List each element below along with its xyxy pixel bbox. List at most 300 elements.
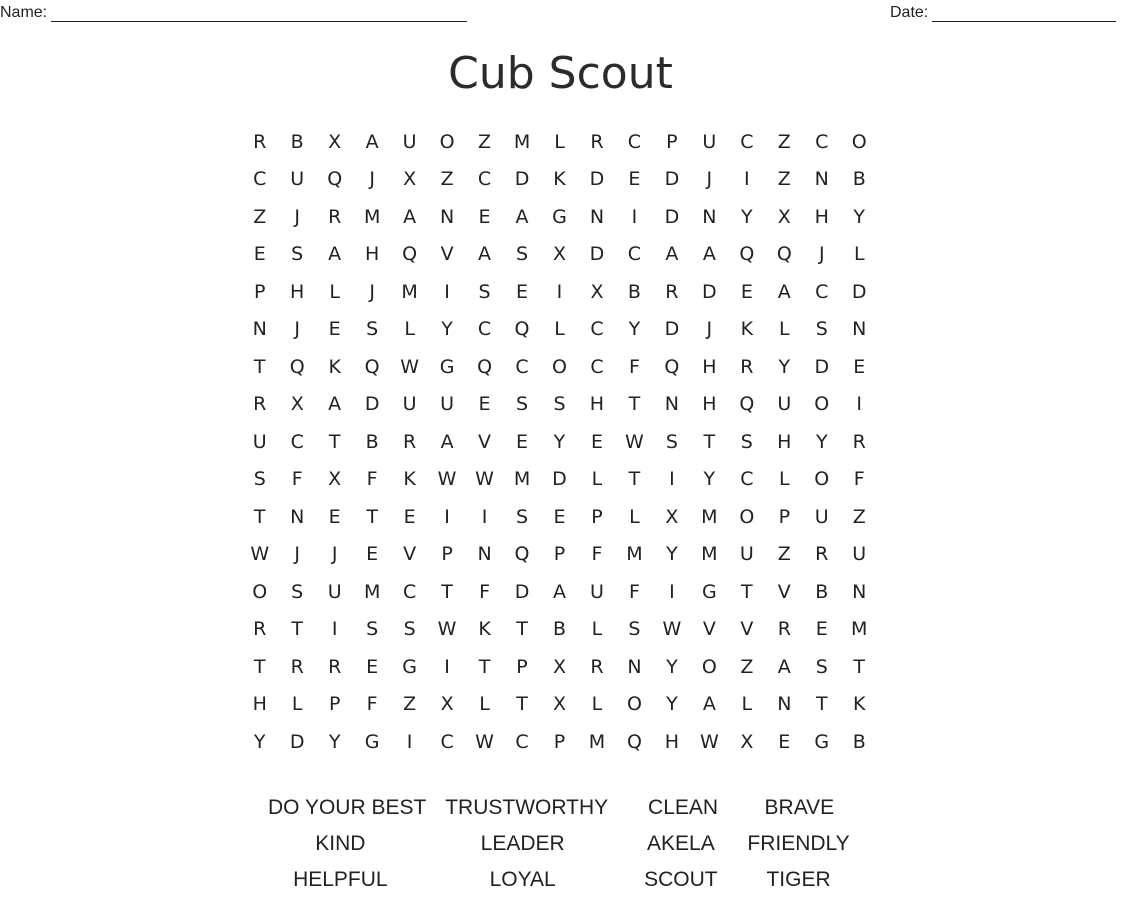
grid-letter[interactable]: U: [252, 430, 267, 453]
grid-letter[interactable]: N: [852, 318, 867, 341]
grid-letter[interactable]: I: [331, 618, 338, 641]
grid-letter[interactable]: X: [665, 505, 679, 528]
grid-letter[interactable]: P: [516, 655, 528, 678]
word-bank-row: [268, 790, 868, 826]
grid-letter[interactable]: E: [553, 505, 566, 528]
grid-letter[interactable]: N: [777, 693, 792, 716]
grid-letter[interactable]: M: [513, 130, 531, 153]
grid-letter[interactable]: R: [290, 655, 304, 678]
grid-letter[interactable]: U: [402, 393, 417, 416]
grid-letter[interactable]: K: [328, 355, 341, 378]
grid-letter[interactable]: P: [328, 693, 341, 716]
grid-letter[interactable]: Q: [626, 730, 642, 753]
grid-letter[interactable]: G: [814, 730, 830, 753]
grid-letter[interactable]: D: [851, 280, 867, 303]
grid-letter[interactable]: I: [856, 393, 863, 416]
grid-letter[interactable]: W: [250, 543, 270, 566]
grid-letter[interactable]: Q: [364, 355, 380, 378]
grid-letter[interactable]: J: [294, 543, 300, 566]
grid-letter[interactable]: X: [552, 693, 566, 716]
grid-letter[interactable]: H: [702, 393, 717, 416]
grid-letter[interactable]: Q: [289, 355, 305, 378]
grid-letter[interactable]: T: [516, 618, 528, 641]
grid-letter[interactable]: X: [290, 393, 304, 416]
grid-letter[interactable]: X: [590, 280, 604, 303]
grid-letter[interactable]: W: [699, 730, 719, 753]
grid-letter[interactable]: L: [329, 280, 340, 303]
grid-letter[interactable]: U: [852, 543, 867, 566]
grid-letter[interactable]: C: [253, 168, 267, 191]
grid-letter[interactable]: O: [701, 655, 717, 678]
grid-letter[interactable]: Y: [853, 205, 866, 228]
grid-letter[interactable]: I: [669, 580, 675, 603]
grid-letter[interactable]: K: [553, 168, 566, 191]
grid-letter[interactable]: B: [815, 580, 829, 603]
grid-letter[interactable]: A: [328, 393, 342, 416]
grid-letter[interactable]: H: [364, 243, 380, 266]
grid-letter[interactable]: Q: [664, 355, 680, 378]
grid-letter[interactable]: C: [627, 243, 642, 266]
grid-letter[interactable]: E: [328, 505, 341, 528]
grid-letter[interactable]: O: [252, 580, 268, 603]
grid-letter[interactable]: C: [590, 318, 604, 341]
grid-letter[interactable]: C: [815, 280, 829, 303]
grid-letter[interactable]: C: [477, 168, 492, 191]
grid-letter[interactable]: L: [591, 618, 603, 641]
grid-letter[interactable]: N: [589, 205, 605, 228]
grid-letter[interactable]: T: [441, 580, 453, 603]
grid-letter[interactable]: C: [515, 730, 529, 753]
grid-letter[interactable]: W: [475, 468, 494, 491]
grid-letter[interactable]: C: [740, 130, 754, 153]
grid-letter[interactable]: T: [628, 468, 641, 491]
grid-letter[interactable]: S: [478, 280, 491, 303]
grid-letter[interactable]: S: [628, 618, 641, 641]
grid-letter[interactable]: T: [366, 505, 378, 528]
grid-letter[interactable]: K: [403, 468, 416, 491]
grid-letter[interactable]: S: [515, 393, 529, 416]
grid-letter[interactable]: Y: [666, 655, 678, 678]
grid-letter[interactable]: L: [404, 318, 415, 341]
grid-letter[interactable]: N: [814, 168, 829, 191]
grid-letter[interactable]: P: [778, 505, 791, 528]
grid-letter[interactable]: F: [291, 468, 303, 491]
grid-letter[interactable]: K: [853, 693, 866, 716]
grid-letter[interactable]: E: [253, 243, 266, 266]
grid-letter[interactable]: I: [444, 655, 450, 678]
grid-letter[interactable]: G: [439, 355, 455, 378]
grid-letter[interactable]: W: [437, 468, 457, 491]
grid-letter[interactable]: D: [589, 243, 605, 266]
grid-letter[interactable]: N: [664, 393, 679, 416]
name-input-line[interactable]: [51, 7, 467, 22]
grid-letter[interactable]: Y: [703, 468, 716, 491]
grid-letter[interactable]: P: [441, 543, 453, 566]
grid-letter[interactable]: I: [556, 280, 563, 303]
grid-letter[interactable]: Y: [778, 355, 791, 378]
grid-letter[interactable]: S: [403, 618, 416, 641]
grid-letter[interactable]: U: [440, 393, 455, 416]
grid-letter[interactable]: H: [290, 280, 305, 303]
grid-letter[interactable]: Z: [253, 205, 267, 228]
grid-letter[interactable]: U: [814, 505, 829, 528]
grid-letter[interactable]: H: [702, 355, 717, 378]
grid-letter[interactable]: A: [328, 243, 342, 266]
grid-letter[interactable]: Y: [553, 430, 566, 453]
grid-letter[interactable]: Q: [477, 355, 493, 378]
grid-letter[interactable]: A: [478, 243, 492, 266]
grid-letter[interactable]: F: [366, 693, 378, 716]
grid-letter[interactable]: G: [552, 205, 567, 228]
name-field[interactable]: [0, 4, 467, 22]
grid-letter[interactable]: F: [366, 468, 378, 491]
grid-letter[interactable]: H: [664, 730, 680, 753]
grid-row: [241, 686, 878, 724]
grid-letter[interactable]: D: [664, 318, 680, 341]
grid-letter[interactable]: Z: [403, 693, 417, 716]
grid-letter[interactable]: M: [401, 280, 418, 303]
grid-letter[interactable]: F: [479, 580, 491, 603]
grid-letter[interactable]: J: [706, 168, 713, 191]
grid-letter[interactable]: D: [589, 168, 605, 191]
grid-letter[interactable]: P: [553, 543, 566, 566]
grid-letter[interactable]: S: [291, 243, 304, 266]
grid-letter[interactable]: B: [852, 168, 866, 191]
grid-letter[interactable]: U: [327, 580, 342, 603]
grid-letter[interactable]: T: [516, 693, 528, 716]
grid-letter[interactable]: S: [553, 393, 566, 416]
grid-letter[interactable]: J: [331, 543, 338, 566]
grid-letter[interactable]: J: [369, 168, 375, 191]
grid-letter[interactable]: U: [589, 580, 604, 603]
word-bank-item: CLEAN: [648, 796, 719, 819]
grid-letter[interactable]: V: [740, 618, 754, 641]
letter-grid[interactable]: [241, 123, 878, 761]
grid-letter[interactable]: A: [665, 243, 679, 266]
grid-letter[interactable]: W: [400, 355, 419, 378]
grid-letter[interactable]: M: [363, 205, 381, 228]
grid-letter[interactable]: D: [514, 580, 530, 603]
grid-letter[interactable]: F: [853, 468, 865, 491]
grid-letter[interactable]: Q: [739, 243, 755, 266]
grid-letter[interactable]: I: [631, 205, 638, 228]
grid-letter[interactable]: Q: [776, 243, 792, 266]
grid-letter[interactable]: Z: [478, 130, 492, 153]
grid-letter[interactable]: Q: [739, 393, 755, 416]
grid-letter[interactable]: E: [478, 205, 491, 228]
grid-letter[interactable]: G: [364, 730, 380, 753]
grid-letter[interactable]: D: [552, 468, 567, 491]
grid-letter[interactable]: Q: [514, 543, 530, 566]
grid-letter[interactable]: R: [328, 205, 342, 228]
grid-letter[interactable]: M: [851, 618, 868, 641]
grid-letter[interactable]: T: [291, 618, 303, 641]
grid-letter[interactable]: L: [591, 693, 603, 716]
grid-letter[interactable]: T: [253, 655, 266, 678]
grid-letter[interactable]: Z: [777, 168, 791, 191]
grid-letter[interactable]: C: [627, 130, 642, 153]
grid-letter[interactable]: L: [554, 318, 565, 341]
grid-letter[interactable]: U: [402, 130, 417, 153]
grid-letter[interactable]: A: [702, 693, 716, 716]
grid-letter[interactable]: Y: [628, 318, 641, 341]
grid-letter[interactable]: W: [475, 730, 494, 753]
grid-letter[interactable]: J: [294, 205, 300, 228]
grid-letter[interactable]: E: [478, 393, 491, 416]
grid-letter[interactable]: N: [252, 318, 267, 341]
grid-letter[interactable]: G: [402, 655, 417, 678]
grid-letter[interactable]: A: [777, 655, 791, 678]
grid-letter[interactable]: A: [702, 243, 716, 266]
grid-letter[interactable]: T: [703, 430, 716, 453]
grid-letter[interactable]: Q: [327, 168, 343, 191]
grid-letter[interactable]: P: [666, 130, 678, 153]
grid-letter[interactable]: A: [440, 430, 454, 453]
grid-letter[interactable]: H: [777, 430, 792, 453]
grid-letter[interactable]: S: [740, 430, 753, 453]
grid-letter[interactable]: S: [366, 318, 379, 341]
grid-letter[interactable]: X: [403, 168, 417, 191]
grid-letter[interactable]: Q: [514, 318, 530, 341]
grid-letter[interactable]: L: [479, 693, 490, 716]
grid-letter[interactable]: M: [701, 543, 718, 566]
grid-letter[interactable]: I: [669, 468, 675, 491]
grid-letter[interactable]: D: [289, 730, 305, 753]
grid-letter[interactable]: N: [627, 655, 642, 678]
grid-letter[interactable]: X: [552, 655, 566, 678]
grid-row: [241, 348, 878, 386]
grid-letter[interactable]: E: [366, 543, 379, 566]
grid-letter[interactable]: C: [477, 318, 492, 341]
grid-letter[interactable]: R: [253, 618, 267, 641]
grid-letter[interactable]: C: [590, 355, 604, 378]
grid-letter[interactable]: D: [364, 393, 380, 416]
grid-letter[interactable]: U: [777, 393, 792, 416]
grid-letter[interactable]: S: [291, 580, 304, 603]
grid-letter[interactable]: V: [478, 430, 492, 453]
grid-letter[interactable]: S: [366, 618, 379, 641]
grid-letter[interactable]: E: [328, 318, 341, 341]
grid-letter[interactable]: N: [702, 205, 717, 228]
grid-letter[interactable]: B: [552, 618, 566, 641]
grid-letter[interactable]: B: [627, 280, 641, 303]
grid-letter[interactable]: O: [552, 355, 567, 378]
grid-letter[interactable]: P: [553, 730, 566, 753]
grid-letter[interactable]: O: [814, 393, 830, 416]
grid-letter[interactable]: R: [403, 430, 417, 453]
grid-letter[interactable]: A: [777, 280, 791, 303]
grid-letter[interactable]: P: [254, 280, 266, 303]
grid-letter[interactable]: B: [365, 430, 379, 453]
grid-letter[interactable]: E: [628, 168, 641, 191]
grid-letter[interactable]: Y: [441, 318, 453, 341]
grid-letter[interactable]: L: [591, 468, 603, 491]
grid-letter[interactable]: Y: [666, 543, 678, 566]
grid-letter[interactable]: F: [628, 355, 640, 378]
grid-letter[interactable]: M: [588, 730, 606, 753]
grid-letter[interactable]: R: [590, 130, 604, 153]
grid-letter[interactable]: U: [702, 130, 717, 153]
grid-letter[interactable]: F: [591, 543, 603, 566]
grid-letter[interactable]: N: [477, 543, 492, 566]
grid-letter[interactable]: E: [403, 505, 416, 528]
grid-letter[interactable]: C: [440, 730, 454, 753]
grid-letter[interactable]: Y: [815, 430, 828, 453]
grid-letter[interactable]: P: [591, 505, 603, 528]
grid-letter[interactable]: O: [439, 130, 455, 153]
grid-letter[interactable]: G: [701, 580, 717, 603]
grid-letter[interactable]: L: [554, 130, 565, 153]
grid-letter[interactable]: V: [403, 543, 417, 566]
grid-letter[interactable]: D: [664, 205, 680, 228]
grid-letter[interactable]: L: [629, 505, 640, 528]
grid-letter[interactable]: W: [662, 618, 682, 641]
grid-letter[interactable]: O: [739, 505, 755, 528]
grid-letter[interactable]: R: [328, 655, 342, 678]
grid-letter[interactable]: Z: [440, 168, 454, 191]
grid-row: [241, 461, 878, 499]
grid-letter[interactable]: X: [328, 130, 342, 153]
grid-letter[interactable]: C: [402, 580, 417, 603]
grid-letter[interactable]: E: [740, 280, 753, 303]
grid-letter[interactable]: X: [777, 205, 791, 228]
grid-letter[interactable]: L: [853, 243, 865, 266]
grid-letter[interactable]: R: [590, 655, 604, 678]
grid-letter[interactable]: E: [590, 430, 603, 453]
grid-letter[interactable]: C: [815, 130, 829, 153]
grid-letter[interactable]: T: [253, 505, 266, 528]
grid-letter[interactable]: M: [626, 543, 643, 566]
grid-letter[interactable]: L: [779, 468, 790, 491]
grid-letter[interactable]: N: [439, 205, 455, 228]
grid-letter[interactable]: I: [444, 280, 450, 303]
grid-letter[interactable]: A: [365, 130, 379, 153]
grid-letter[interactable]: S: [665, 430, 678, 453]
grid-letter[interactable]: V: [702, 618, 716, 641]
grid-letter[interactable]: T: [815, 693, 828, 716]
grid-letter[interactable]: S: [815, 318, 828, 341]
grid-letter[interactable]: R: [740, 355, 754, 378]
grid-letter[interactable]: N: [290, 505, 305, 528]
grid-letter[interactable]: C: [740, 468, 754, 491]
grid-letter[interactable]: T: [478, 655, 491, 678]
grid-letter[interactable]: A: [552, 580, 566, 603]
grid-letter[interactable]: W: [437, 618, 457, 641]
grid-letter[interactable]: H: [252, 693, 267, 716]
grid-letter[interactable]: X: [740, 730, 754, 753]
grid-letter[interactable]: Y: [666, 693, 678, 716]
grid-letter[interactable]: R: [253, 130, 267, 153]
grid-letter[interactable]: S: [515, 505, 529, 528]
grid-letter[interactable]: O: [851, 130, 867, 153]
grid-letter[interactable]: L: [291, 693, 303, 716]
grid-letter[interactable]: Z: [740, 655, 754, 678]
grid-letter[interactable]: S: [515, 243, 529, 266]
grid-letter[interactable]: V: [440, 243, 454, 266]
grid-letter[interactable]: D: [514, 168, 530, 191]
grid-row: [241, 273, 878, 311]
grid-letter[interactable]: E: [366, 655, 379, 678]
grid-letter[interactable]: S: [253, 468, 266, 491]
grid-letter[interactable]: J: [818, 243, 825, 266]
grid-letter[interactable]: C: [290, 430, 304, 453]
grid-letter[interactable]: I: [481, 505, 488, 528]
grid-letter[interactable]: J: [706, 318, 713, 341]
grid-letter[interactable]: I: [744, 168, 750, 191]
grid-letter[interactable]: X: [552, 243, 566, 266]
grid-letter[interactable]: Y: [253, 730, 266, 753]
grid-letter[interactable]: L: [741, 693, 753, 716]
grid-letter[interactable]: W: [625, 430, 644, 453]
date-input-line[interactable]: [932, 7, 1116, 22]
grid-letter[interactable]: M: [513, 468, 531, 491]
grid-letter[interactable]: S: [815, 655, 828, 678]
grid-letter[interactable]: T: [328, 430, 341, 453]
grid-letter[interactable]: B: [852, 730, 866, 753]
grid-letter[interactable]: E: [853, 355, 866, 378]
grid-letter[interactable]: D: [664, 168, 680, 191]
grid-letter[interactable]: D: [814, 355, 830, 378]
grid-letter[interactable]: C: [515, 355, 529, 378]
grid-letter[interactable]: H: [589, 393, 605, 416]
grid-letter[interactable]: E: [516, 430, 529, 453]
grid-letter[interactable]: Z: [777, 130, 791, 153]
grid-letter[interactable]: O: [814, 468, 830, 491]
grid-letter[interactable]: Y: [741, 205, 753, 228]
grid-letter[interactable]: Y: [328, 730, 341, 753]
grid-letter[interactable]: R: [815, 543, 829, 566]
grid-letter[interactable]: J: [369, 280, 375, 303]
grid-letter[interactable]: F: [628, 580, 640, 603]
date-field[interactable]: [890, 4, 1116, 22]
grid-letter[interactable]: U: [739, 543, 754, 566]
grid-letter[interactable]: Z: [852, 505, 866, 528]
grid-letter[interactable]: R: [665, 280, 679, 303]
grid-letter[interactable]: H: [814, 205, 829, 228]
grid-letter[interactable]: T: [253, 355, 266, 378]
grid-letter[interactable]: I: [444, 505, 450, 528]
grid-letter[interactable]: X: [328, 468, 342, 491]
grid-letter[interactable]: M: [701, 505, 718, 528]
grid-letter[interactable]: T: [741, 580, 753, 603]
grid-letter[interactable]: J: [294, 318, 300, 341]
grid-letter[interactable]: Q: [402, 243, 418, 266]
grid-letter[interactable]: K: [740, 318, 754, 341]
grid-letter[interactable]: A: [515, 205, 529, 228]
grid-letter[interactable]: E: [815, 618, 828, 641]
grid-letter[interactable]: A: [403, 205, 417, 228]
grid-letter[interactable]: T: [628, 393, 641, 416]
grid-letter[interactable]: R: [253, 393, 267, 416]
grid-letter[interactable]: X: [440, 693, 454, 716]
grid-letter[interactable]: O: [626, 693, 642, 716]
grid-letter[interactable]: I: [406, 730, 413, 753]
grid-letter[interactable]: N: [852, 580, 867, 603]
grid-letter[interactable]: L: [779, 318, 790, 341]
grid-letter[interactable]: M: [363, 580, 381, 603]
grid-letter[interactable]: B: [290, 130, 304, 153]
grid-letter[interactable]: Z: [777, 543, 791, 566]
grid-letter[interactable]: U: [290, 168, 305, 191]
grid-letter[interactable]: E: [516, 280, 529, 303]
grid-letter[interactable]: K: [478, 618, 491, 641]
grid-letter[interactable]: T: [853, 655, 866, 678]
grid-letter[interactable]: E: [778, 730, 791, 753]
grid-letter[interactable]: V: [777, 580, 791, 603]
grid-letter[interactable]: D: [702, 280, 717, 303]
grid-letter[interactable]: R: [777, 618, 791, 641]
grid-letter[interactable]: R: [852, 430, 866, 453]
